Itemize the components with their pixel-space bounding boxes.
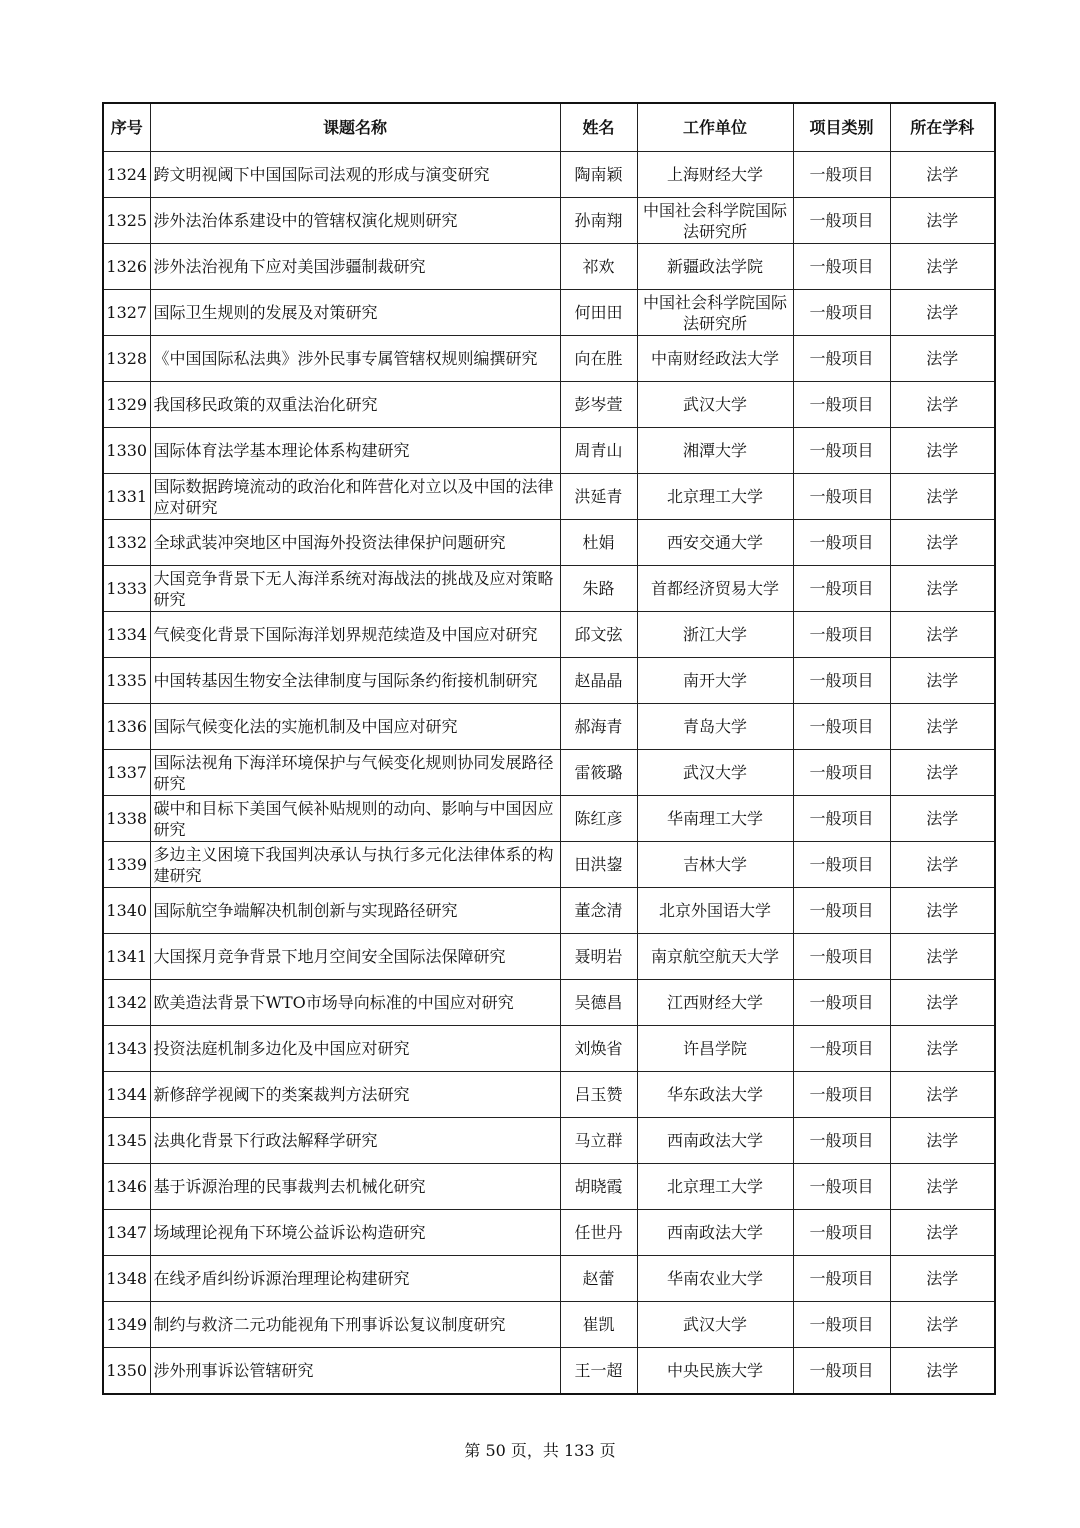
cell-serial: 1348 [103,1256,150,1302]
cell-unit: 北京理工大学 [637,1164,793,1210]
cell-title: 国际法视角下海洋环境保护与气候变化规则协同发展路径研究 [150,750,560,796]
cell-discipline: 法学 [890,244,995,290]
cell-category: 一般项目 [793,750,890,796]
cell-unit: 上海财经大学 [637,152,793,198]
cell-unit: 中南财经政法大学 [637,336,793,382]
table-body [103,152,995,1395]
cell-category: 一般项目 [793,566,890,612]
cell-serial: 1333 [103,566,150,612]
cell-category: 一般项目 [793,704,890,750]
table-row [103,336,995,382]
cell-title: 全球武装冲突地区中国海外投资法律保护问题研究 [150,520,560,566]
cell-discipline: 法学 [890,1072,995,1118]
cell-discipline: 法学 [890,566,995,612]
table-row [103,198,995,244]
table-row [103,1210,995,1256]
header-title: 课题名称 [150,103,560,152]
cell-category: 一般项目 [793,474,890,520]
project-table [102,102,996,1395]
cell-serial: 1326 [103,244,150,290]
table-row [103,1072,995,1118]
cell-discipline: 法学 [890,1026,995,1072]
cell-name: 董念清 [560,888,637,934]
cell-category: 一般项目 [793,796,890,842]
cell-unit: 中国社会科学院国际法研究所 [637,290,793,336]
cell-name: 何田田 [560,290,637,336]
cell-serial: 1337 [103,750,150,796]
cell-category: 一般项目 [793,428,890,474]
cell-category: 一般项目 [793,1072,890,1118]
table-row [103,520,995,566]
cell-category: 一般项目 [793,888,890,934]
cell-discipline: 法学 [890,934,995,980]
cell-category: 一般项目 [793,1256,890,1302]
cell-name: 周青山 [560,428,637,474]
cell-category: 一般项目 [793,520,890,566]
cell-title: 碳中和目标下美国气候补贴规则的动向、影响与中国因应研究 [150,796,560,842]
cell-title: 场域理论视角下环境公益诉讼构造研究 [150,1210,560,1256]
cell-serial: 1331 [103,474,150,520]
cell-title: 多边主义困境下我国判决承认与执行多元化法律体系的构建研究 [150,842,560,888]
cell-discipline: 法学 [890,888,995,934]
cell-unit: 西南政法大学 [637,1118,793,1164]
cell-name: 刘焕省 [560,1026,637,1072]
cell-title: 气候变化背景下国际海洋划界规范续造及中国应对研究 [150,612,560,658]
cell-category: 一般项目 [793,842,890,888]
cell-unit: 浙江大学 [637,612,793,658]
cell-name: 孙南翔 [560,198,637,244]
cell-title: 中国转基因生物安全法律制度与国际条约衔接机制研究 [150,658,560,704]
cell-title: 我国移民政策的双重法治化研究 [150,382,560,428]
cell-name: 田洪鋆 [560,842,637,888]
cell-title: 大国竞争背景下无人海洋系统对海战法的挑战及应对策略研究 [150,566,560,612]
cell-category: 一般项目 [793,1210,890,1256]
cell-title: 欧美造法背景下WTO市场导向标准的中国应对研究 [150,980,560,1026]
cell-unit: 华南农业大学 [637,1256,793,1302]
cell-title: 法典化背景下行政法解释学研究 [150,1118,560,1164]
cell-name: 洪延青 [560,474,637,520]
cell-serial: 1334 [103,612,150,658]
cell-name: 聂明岩 [560,934,637,980]
cell-title: 投资法庭机制多边化及中国应对研究 [150,1026,560,1072]
cell-serial: 1349 [103,1302,150,1348]
cell-discipline: 法学 [890,842,995,888]
cell-serial: 1341 [103,934,150,980]
cell-discipline: 法学 [890,1164,995,1210]
cell-name: 彭岑萱 [560,382,637,428]
cell-category: 一般项目 [793,244,890,290]
cell-unit: 西南政法大学 [637,1210,793,1256]
cell-name: 祁欢 [560,244,637,290]
cell-serial: 1347 [103,1210,150,1256]
cell-category: 一般项目 [793,198,890,244]
table-row [103,474,995,520]
header-unit: 工作单位 [637,103,793,152]
cell-category: 一般项目 [793,1026,890,1072]
table-row [103,1302,995,1348]
table-row [103,888,995,934]
cell-serial: 1350 [103,1348,150,1395]
cell-name: 陈红彦 [560,796,637,842]
cell-category: 一般项目 [793,1164,890,1210]
cell-serial: 1342 [103,980,150,1026]
table-row [103,1118,995,1164]
cell-unit: 华南理工大学 [637,796,793,842]
cell-serial: 1343 [103,1026,150,1072]
header-category: 项目类别 [793,103,890,152]
table-row [103,244,995,290]
cell-unit: 南开大学 [637,658,793,704]
cell-unit: 武汉大学 [637,382,793,428]
cell-name: 崔凯 [560,1302,637,1348]
cell-discipline: 法学 [890,1118,995,1164]
cell-serial: 1340 [103,888,150,934]
cell-unit: 武汉大学 [637,1302,793,1348]
cell-unit: 武汉大学 [637,750,793,796]
cell-title: 国际体育法学基本理论体系构建研究 [150,428,560,474]
cell-title: 新修辞学视阈下的类案裁判方法研究 [150,1072,560,1118]
cell-title: 国际卫生规则的发展及对策研究 [150,290,560,336]
cell-category: 一般项目 [793,1118,890,1164]
cell-category: 一般项目 [793,152,890,198]
cell-name: 雷筱璐 [560,750,637,796]
cell-unit: 中国社会科学院国际法研究所 [637,198,793,244]
cell-name: 吴德昌 [560,980,637,1026]
cell-unit: 青岛大学 [637,704,793,750]
table-row [103,842,995,888]
cell-name: 赵晶晶 [560,658,637,704]
cell-title: 国际数据跨境流动的政治化和阵营化对立以及中国的法律应对研究 [150,474,560,520]
cell-serial: 1338 [103,796,150,842]
cell-title: 涉外刑事诉讼管辖研究 [150,1348,560,1395]
cell-title: 涉外法治体系建设中的管辖权演化规则研究 [150,198,560,244]
table-row [103,428,995,474]
cell-discipline: 法学 [890,520,995,566]
cell-unit: 许昌学院 [637,1026,793,1072]
cell-serial: 1344 [103,1072,150,1118]
table-row [103,1348,995,1395]
page-number: 第 50 页，共 133 页 [464,1441,616,1460]
table-row [103,750,995,796]
table-row [103,382,995,428]
cell-name: 王一超 [560,1348,637,1395]
cell-category: 一般项目 [793,658,890,704]
cell-category: 一般项目 [793,612,890,658]
cell-discipline: 法学 [890,382,995,428]
cell-unit: 北京理工大学 [637,474,793,520]
cell-title: 大国探月竞争背景下地月空间安全国际法保障研究 [150,934,560,980]
cell-title: 涉外法治视角下应对美国涉疆制裁研究 [150,244,560,290]
table-row [103,290,995,336]
table-row [103,704,995,750]
table-row [103,658,995,704]
header-name: 姓名 [560,103,637,152]
table-row [103,796,995,842]
cell-name: 郝海青 [560,704,637,750]
cell-unit: 南京航空航天大学 [637,934,793,980]
cell-discipline: 法学 [890,658,995,704]
cell-discipline: 法学 [890,290,995,336]
table-row [103,152,995,198]
cell-unit: 北京外国语大学 [637,888,793,934]
cell-discipline: 法学 [890,198,995,244]
cell-unit: 吉林大学 [637,842,793,888]
cell-discipline: 法学 [890,1256,995,1302]
table-row [103,1256,995,1302]
cell-unit: 中央民族大学 [637,1348,793,1395]
cell-serial: 1336 [103,704,150,750]
header-serial: 序号 [103,103,150,152]
cell-discipline: 法学 [890,1210,995,1256]
cell-discipline: 法学 [890,152,995,198]
cell-serial: 1339 [103,842,150,888]
cell-category: 一般项目 [793,934,890,980]
cell-name: 杜娟 [560,520,637,566]
cell-category: 一般项目 [793,1348,890,1395]
cell-discipline: 法学 [890,704,995,750]
table-row [103,934,995,980]
cell-name: 陶南颖 [560,152,637,198]
cell-category: 一般项目 [793,1302,890,1348]
cell-title: 国际航空争端解决机制创新与实现路径研究 [150,888,560,934]
cell-discipline: 法学 [890,796,995,842]
cell-name: 吕玉赞 [560,1072,637,1118]
cell-category: 一般项目 [793,980,890,1026]
cell-title: 制约与救济二元功能视角下刑事诉讼复议制度研究 [150,1302,560,1348]
cell-serial: 1327 [103,290,150,336]
cell-name: 马立群 [560,1118,637,1164]
cell-name: 邱文弦 [560,612,637,658]
cell-serial: 1335 [103,658,150,704]
table-header-row [103,103,995,152]
table-row [103,612,995,658]
cell-discipline: 法学 [890,1348,995,1395]
cell-category: 一般项目 [793,290,890,336]
cell-name: 赵蕾 [560,1256,637,1302]
cell-unit: 新疆政法学院 [637,244,793,290]
table-row [103,1164,995,1210]
cell-discipline: 法学 [890,336,995,382]
cell-serial: 1324 [103,152,150,198]
cell-category: 一般项目 [793,336,890,382]
cell-discipline: 法学 [890,474,995,520]
cell-name: 向在胜 [560,336,637,382]
cell-unit: 江西财经大学 [637,980,793,1026]
cell-discipline: 法学 [890,1302,995,1348]
cell-discipline: 法学 [890,750,995,796]
cell-serial: 1332 [103,520,150,566]
cell-serial: 1328 [103,336,150,382]
cell-serial: 1329 [103,382,150,428]
cell-name: 任世丹 [560,1210,637,1256]
project-table-container [102,102,994,1395]
cell-serial: 1325 [103,198,150,244]
cell-title: 国际气候变化法的实施机制及中国应对研究 [150,704,560,750]
cell-name: 胡晓霞 [560,1164,637,1210]
cell-serial: 1345 [103,1118,150,1164]
cell-category: 一般项目 [793,382,890,428]
cell-unit: 湘潭大学 [637,428,793,474]
cell-discipline: 法学 [890,612,995,658]
table-row [103,980,995,1026]
cell-title: 跨文明视阈下中国国际司法观的形成与演变研究 [150,152,560,198]
cell-unit: 首都经济贸易大学 [637,566,793,612]
cell-serial: 1346 [103,1164,150,1210]
cell-unit: 华东政法大学 [637,1072,793,1118]
table-row [103,1026,995,1072]
cell-title: 《中国国际私法典》涉外民事专属管辖权规则编撰研究 [150,336,560,382]
cell-title: 基于诉源治理的民事裁判去机械化研究 [150,1164,560,1210]
header-discipline: 所在学科 [890,103,995,152]
cell-discipline: 法学 [890,428,995,474]
cell-serial: 1330 [103,428,150,474]
cell-title: 在线矛盾纠纷诉源治理理论构建研究 [150,1256,560,1302]
cell-name: 朱路 [560,566,637,612]
table-row [103,566,995,612]
cell-discipline: 法学 [890,980,995,1026]
cell-unit: 西安交通大学 [637,520,793,566]
